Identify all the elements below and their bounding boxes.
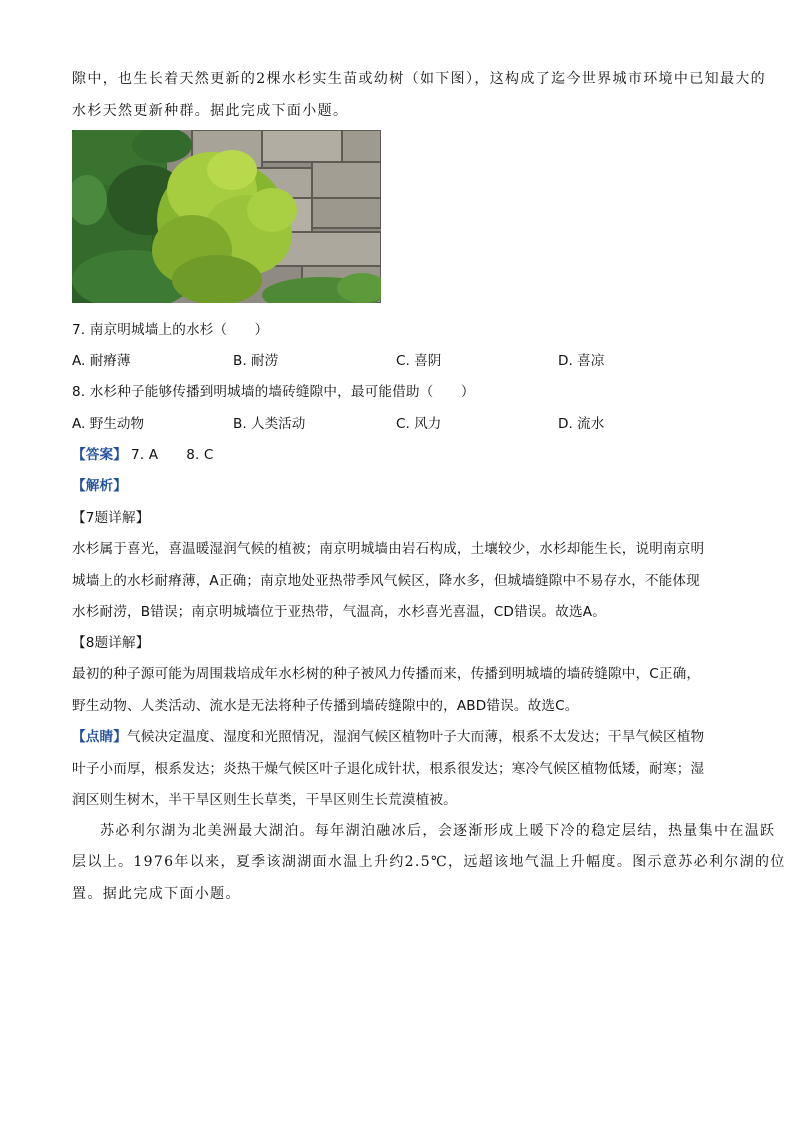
- answer-7: 7. A: [130, 447, 159, 463]
- q8-option-c[interactable]: C. 风力: [396, 416, 442, 432]
- tip-line-3: 润区则生树木，半干旱区则生长草类，干旱区则生长荒漠植被。: [72, 792, 457, 808]
- q7-option-d[interactable]: D. 喜凉: [558, 353, 605, 369]
- detail7-tag: 【7题详解】: [72, 510, 150, 526]
- detail7-line-2: 城墙上的水杉耐瘠薄，A正确；南京地处亚热带季风气候区，降水多，但城墙缝隙中不易存水，不能体现: [72, 573, 700, 589]
- answer-tag: 【答案】: [72, 447, 127, 463]
- detail7-line-1: 水杉属于喜光，喜温暖湿润气候的植被；南京明城墙由岩石构成，土壤较少，水杉却能生长，说明南京明: [72, 541, 705, 557]
- passage-next-line-2: 层以上。1976年以来，夏季该湖湖面水温上升约2.5℃，远超该地气温上升幅度。图示意苏必利尔湖的位: [72, 854, 786, 870]
- passage-intro-line-2: 水杉天然更新种群。据此完成下面小题。: [72, 103, 349, 119]
- q8-stem: 8. 水杉种子能够传播到明城墙的墙砖缝隙中，最可能借助（ ）: [72, 384, 475, 400]
- q7-option-c[interactable]: C. 喜阴: [396, 353, 442, 369]
- detail7-line-3: 水杉耐涝，B错误；南京明城墙位于亚热带，气温高，水杉喜光喜温，CD错误。故选A。: [72, 604, 606, 620]
- q8-option-a[interactable]: A. 野生动物: [72, 416, 145, 432]
- q7-option-b[interactable]: B. 耐涝: [233, 353, 279, 369]
- analysis-tag: 【解析】: [72, 478, 127, 494]
- plant-on-stone-wall-photo: [72, 130, 381, 303]
- detail8-line-2: 野生动物、人类活动、流水是无法将种子传播到墙砖缝隙中的，ABD错误。故选C。: [72, 698, 579, 714]
- passage-next-line-3: 置。据此完成下面小题。: [72, 886, 241, 902]
- answer-8: 8. C: [186, 447, 214, 463]
- tip-line-2: 叶子小而厚，根系发达；炎热干燥气候区叶子退化成针状，根系很发达；寒冷气候区植物低矮，耐寒；湿: [72, 761, 705, 777]
- tip-line-1: 【点睛】气候决定温度、湿度和光照情况，湿润气候区植物叶子大而薄，根系不太发达；干旱气候区植物: [72, 729, 705, 745]
- q7-option-a[interactable]: A. 耐瘠薄: [72, 353, 131, 369]
- passage-next-line-1: 苏必利尔湖为北美洲最大湖泊。每年湖泊融冰后，会逐渐形成上暖下冷的稳定层结，热量集中在温跃: [100, 823, 776, 839]
- detail8-line-1: 最初的种子源可能为周围栽培成年水杉树的种子被风力传播而来，传播到明城墙的墙砖缝隙中，C正确，: [72, 666, 701, 682]
- tip-tag: 【点睛】: [72, 729, 127, 745]
- detail8-tag: 【8题详解】: [72, 635, 150, 651]
- answer-line: [72, 443, 214, 463]
- q8-option-d[interactable]: D. 流水: [558, 416, 605, 432]
- q7-stem: 7. 南京明城墙上的水杉（ ）: [72, 322, 269, 338]
- q8-option-b[interactable]: B. 人类活动: [233, 416, 306, 432]
- passage-intro-line-1: 隙中，也生长着天然更新的2棵水杉实生苗或幼树（如下图），这构成了迄今世界城市环境中已知最大的: [72, 71, 767, 87]
